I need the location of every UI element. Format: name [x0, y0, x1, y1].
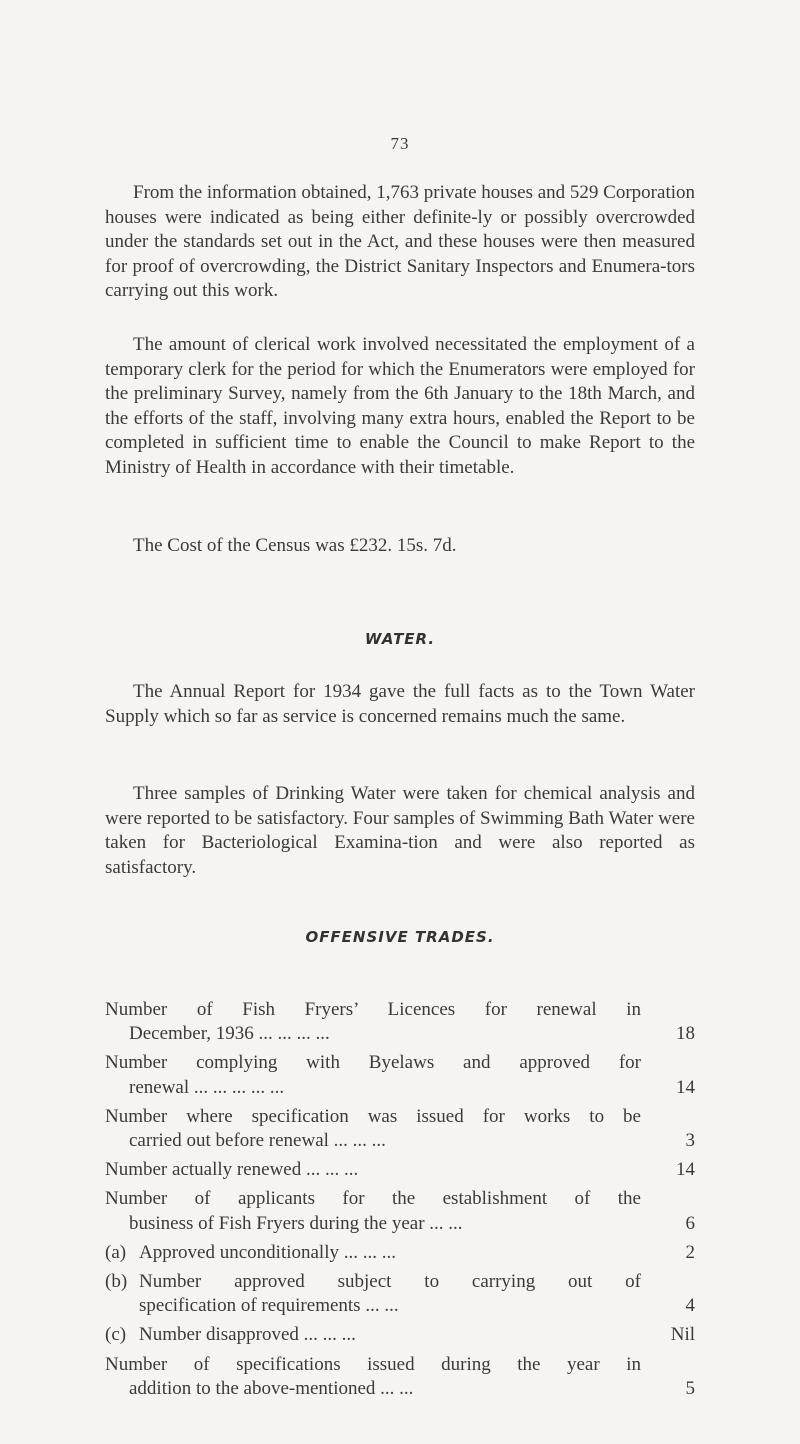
- paragraph-water-samples: Three samples of Drinking Water were taken for chemical analysis and were reported to be satisfactory. Four samples of Swimming Bath Water were taken for Bacteriological Examina-tion and were also reported as satisfactory.: [105, 783, 695, 878]
- item-label-continued: December, 1936 ... ... ... ...: [129, 1023, 330, 1045]
- item-label-continued: renewal ... ... ... ... ...: [129, 1076, 285, 1098]
- item-value: 18: [676, 1023, 695, 1045]
- water-heading: WATER.: [364, 630, 436, 648]
- item-value: 6: [685, 1212, 695, 1234]
- item-value: Nil: [670, 1324, 695, 1346]
- paragraph-overcrowding: From the information obtained, 1,763 private houses and 529 Corporation houses were indicated as being either definite-ly or possibly overcrowded under the standards set out in the Act, and these houses were then measured for proof of overcrowding, the District Sanitary Inspectors and Enumera-tors carrying out this work.: [105, 182, 695, 302]
- list-item: [105, 1353, 695, 1401]
- census-section: [105, 181, 695, 304]
- list-item: [105, 1051, 695, 1099]
- item-marker: (c): [105, 1324, 127, 1346]
- item-label: Number where specification was issued for works to be: [105, 1105, 641, 1127]
- item-value: 2: [685, 1241, 695, 1263]
- paragraph-clerical-work: The amount of clerical work involved necessitated the employment of a temporary clerk for the period for which the Enumerators were employed for the preliminary Survey, namely from the 6th January to the 18th March, and the efforts of the staff, involving many extra hours, enabled the Report to be completed in sufficient time to enable the Council to make Report to the Ministry of Health in accordance with their timetable.: [105, 334, 695, 478]
- cost-section: [105, 534, 695, 559]
- item-label: Number of Fish Fryers’ Licences for renewal in: [105, 999, 641, 1020]
- item-label: Number complying with Byelaws and approved for: [105, 1052, 641, 1074]
- list-item: [105, 1241, 695, 1265]
- item-value: 14: [676, 1159, 695, 1181]
- list-item: [105, 1270, 695, 1318]
- item-label: Number of applicants for the establishment of the: [105, 1188, 641, 1210]
- item-marker: (b): [105, 1271, 128, 1293]
- water-samples-section: [105, 782, 695, 880]
- water-section: [105, 680, 695, 729]
- item-label: Number approved subject to carrying out of: [139, 1271, 641, 1293]
- clerical-section: [105, 333, 695, 481]
- item-value: 3: [685, 1130, 695, 1152]
- item-label: Approved unconditionally ... ... ...: [139, 1241, 396, 1263]
- item-label-continued: specification of requirements ... ...: [139, 1295, 399, 1317]
- offensive-trades-heading: OFFENSIVE TRADES.: [305, 928, 495, 946]
- item-label-continued: business of Fish Fryers during the year ... ...: [129, 1212, 463, 1234]
- item-label-continued: addition to the above-mentioned ... ...: [129, 1377, 414, 1399]
- list-item: [105, 1187, 695, 1235]
- paragraph-water-supply: The Annual Report for 1934 gave the full facts as to the Town Water Supply which so far as service is concerned remains much the same.: [105, 681, 695, 727]
- item-label: Number of specifications issued during the year in: [105, 1353, 641, 1375]
- item-value: 14: [676, 1076, 695, 1098]
- item-label-continued: carried out before renewal ... ... ...: [129, 1130, 386, 1152]
- page-number: 73: [390, 134, 410, 153]
- list-item: [105, 1158, 695, 1182]
- list-item: [105, 998, 695, 1046]
- paragraph-census-cost: The Cost of the Census was £232. 15s. 7d.: [133, 535, 457, 556]
- item-value: 5: [685, 1377, 695, 1399]
- item-value: 4: [685, 1295, 695, 1317]
- item-label: Number disapproved ... ... ...: [139, 1324, 356, 1346]
- offensive-trades-list: [105, 998, 695, 1406]
- list-item: [105, 1323, 695, 1347]
- list-item: [105, 1105, 695, 1153]
- item-label: Number actually renewed ... ... ...: [105, 1159, 359, 1181]
- item-marker: (a): [105, 1241, 127, 1263]
